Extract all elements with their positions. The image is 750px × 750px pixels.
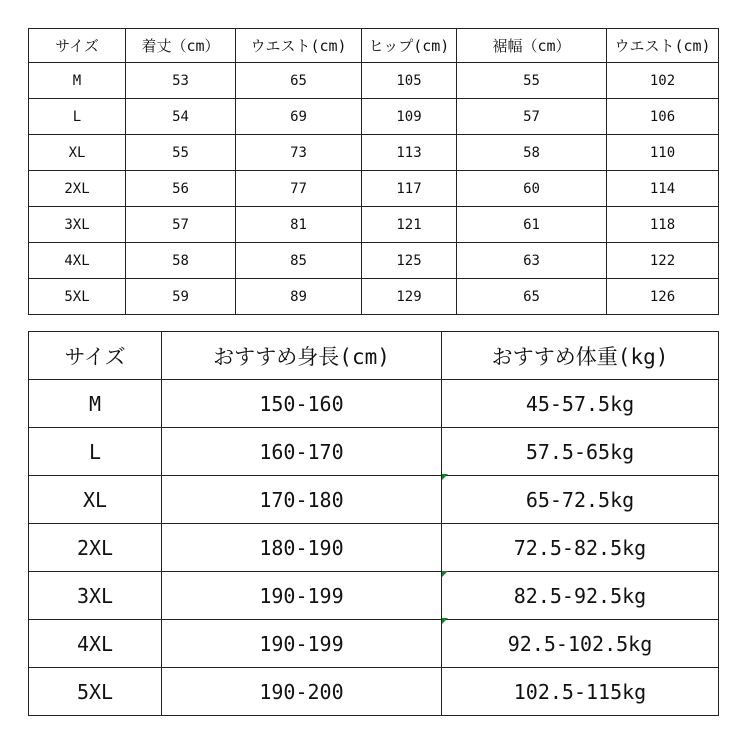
table-row	[29, 620, 719, 668]
measurements-header-row	[29, 29, 719, 63]
table-cell: 69	[236, 99, 362, 135]
measurements-table	[28, 28, 719, 315]
header-waist: ウエスト(cm)	[236, 29, 362, 63]
weight-cell: 45-57.5kg	[442, 380, 719, 428]
table-cell: 54	[126, 99, 236, 135]
size-cell: 3XL	[29, 572, 162, 620]
weight-cell: 102.5-115kg	[442, 668, 719, 716]
size-cell: XL	[29, 476, 162, 524]
table-cell: 122	[607, 243, 719, 279]
weight-cell: 72.5-82.5kg	[442, 524, 719, 572]
table-row	[29, 524, 719, 572]
table-cell: 102	[607, 63, 719, 99]
size-cell: L	[29, 428, 162, 476]
size-cell: 3XL	[29, 207, 126, 243]
table-cell: 55	[457, 63, 607, 99]
table-row	[29, 668, 719, 716]
size-cell: 2XL	[29, 524, 162, 572]
header-hem-width: 裾幅（cm）	[457, 29, 607, 63]
table-cell: 58	[457, 135, 607, 171]
table-cell: 65	[457, 279, 607, 315]
header-size: サイズ	[29, 332, 162, 380]
table-cell: 60	[457, 171, 607, 207]
height-cell: 190-199	[162, 572, 442, 620]
table-cell: 113	[362, 135, 457, 171]
table-cell: 89	[236, 279, 362, 315]
size-cell: 5XL	[29, 668, 162, 716]
table-cell: 57	[126, 207, 236, 243]
weight-cell: 92.5-102.5kg	[442, 620, 719, 668]
table-cell: 57	[457, 99, 607, 135]
height-cell: 180-190	[162, 524, 442, 572]
table-cell: 114	[607, 171, 719, 207]
table-row	[29, 476, 719, 524]
header-size: サイズ	[29, 29, 126, 63]
table-row	[29, 207, 719, 243]
height-cell: 160-170	[162, 428, 442, 476]
table-cell: 61	[457, 207, 607, 243]
table-cell: 63	[457, 243, 607, 279]
table-cell: 85	[236, 243, 362, 279]
size-cell: 2XL	[29, 171, 126, 207]
size-cell: 5XL	[29, 279, 126, 315]
table-cell: 118	[607, 207, 719, 243]
size-cell: M	[29, 63, 126, 99]
table-cell: 55	[126, 135, 236, 171]
table-cell: 81	[236, 207, 362, 243]
header-hip: ヒップ(cm)	[362, 29, 457, 63]
table-cell: 117	[362, 171, 457, 207]
weight-cell: 65-72.5kg	[442, 476, 719, 524]
size-cell: 4XL	[29, 243, 126, 279]
height-cell: 190-200	[162, 668, 442, 716]
table-row	[29, 428, 719, 476]
header-recommended-weight: おすすめ体重(kg)	[442, 332, 719, 380]
table-row	[29, 243, 719, 279]
table-cell: 73	[236, 135, 362, 171]
table-cell: 126	[607, 279, 719, 315]
table-cell: 106	[607, 99, 719, 135]
table-row	[29, 63, 719, 99]
table-cell: 121	[362, 207, 457, 243]
table-row	[29, 380, 719, 428]
table-cell: 110	[607, 135, 719, 171]
height-cell: 170-180	[162, 476, 442, 524]
weight-cell: 82.5-92.5kg	[442, 572, 719, 620]
table-cell: 105	[362, 63, 457, 99]
size-cell: M	[29, 380, 162, 428]
recommendation-table	[28, 331, 719, 716]
height-cell: 150-160	[162, 380, 442, 428]
table-cell: 129	[362, 279, 457, 315]
size-cell: XL	[29, 135, 126, 171]
table-cell: 77	[236, 171, 362, 207]
table-row	[29, 279, 719, 315]
table-cell: 56	[126, 171, 236, 207]
table-row	[29, 171, 719, 207]
recommendation-header-row	[29, 332, 719, 380]
table-cell: 59	[126, 279, 236, 315]
weight-cell: 57.5-65kg	[442, 428, 719, 476]
height-cell: 190-199	[162, 620, 442, 668]
table-cell: 125	[362, 243, 457, 279]
table-row	[29, 99, 719, 135]
table-row	[29, 572, 719, 620]
cell-marker-icon	[442, 571, 448, 577]
size-cell: L	[29, 99, 126, 135]
header-waist-2: ウエスト(cm)	[607, 29, 719, 63]
table-cell: 58	[126, 243, 236, 279]
table-cell: 53	[126, 63, 236, 99]
table-row	[29, 135, 719, 171]
table-cell: 109	[362, 99, 457, 135]
header-length: 着丈（cm）	[126, 29, 236, 63]
cell-marker-icon	[442, 618, 448, 624]
cell-marker-icon	[442, 474, 448, 480]
header-recommended-height: おすすめ身長(cm)	[162, 332, 442, 380]
table-cell: 65	[236, 63, 362, 99]
size-cell: 4XL	[29, 620, 162, 668]
